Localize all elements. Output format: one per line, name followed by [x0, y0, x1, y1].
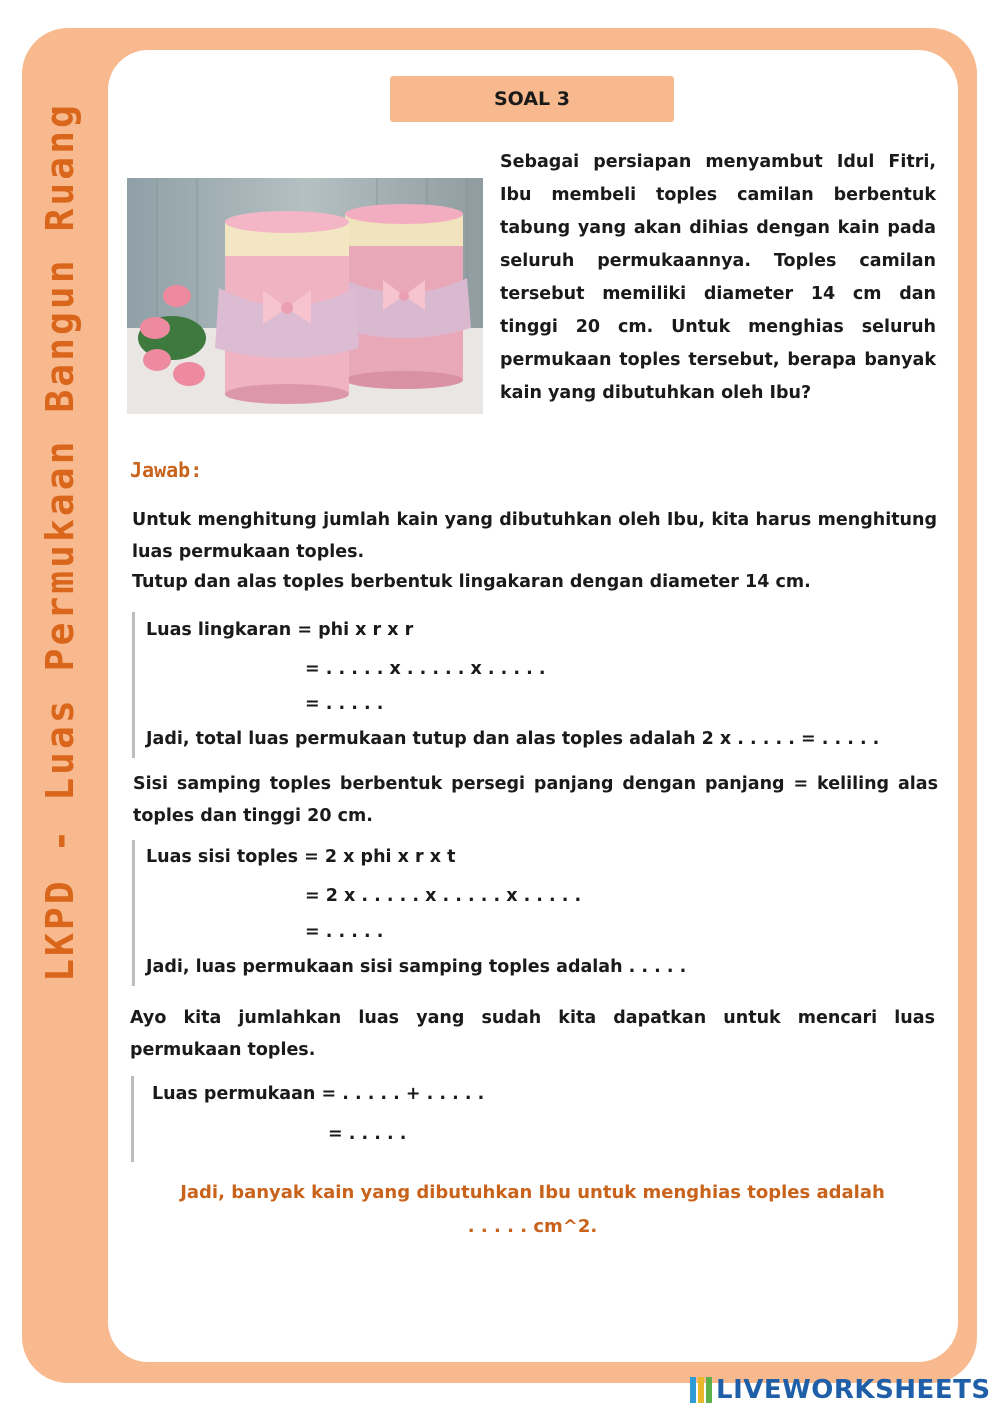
- watermark-text: LIVEWORKSHEETS: [716, 1375, 991, 1405]
- toples-illustration: [127, 178, 483, 414]
- final-answer: [130, 1176, 935, 1244]
- soal-label: SOAL 3: [494, 88, 570, 110]
- side-block-bar: [132, 840, 135, 986]
- circle-step1: = . . . . . x . . . . . x . . . . .: [305, 659, 546, 679]
- intro-paragraph: Untuk menghitung jumlah kain yang dibutuhkan oleh Ibu, kita harus menghitung luas permukaan toples.: [132, 510, 937, 562]
- side-title: LKPD - Luas Permukaan Bangun Ruang: [38, 102, 82, 982]
- final-line-2: . . . . . cm^2.: [467, 1216, 598, 1237]
- side-step1: = 2 x . . . . . x . . . . . x . . . . .: [305, 886, 582, 906]
- side-step2: = . . . . .: [305, 922, 384, 942]
- question-text: Sebagai persiapan menyambut Idul Fitri, Ibu membeli toples camilan berbentuk tabung yang akan dihias dengan kain pada seluruh permukaannya. Toples camilan tersebut memiliki diameter 14 cm dan tinggi 20 cm. Untuk menghias seluruh permukaan toples tersebut, berapa banyak kain yang dibutuhkan oleh Ibu?: [500, 152, 936, 403]
- liveworksheets-icon: [690, 1377, 712, 1403]
- side-conclusion: Jadi, luas permukaan sisi samping toples adalah . . . . .: [146, 957, 687, 977]
- side-formula: Luas sisi toples = 2 x phi x r x t: [146, 847, 456, 867]
- circle-block-bar: [132, 612, 135, 758]
- question-number-tag: [390, 76, 674, 122]
- circle-step2: = . . . . .: [305, 694, 384, 714]
- side-note: Sisi samping toples berbentuk persegi panjang dengan panjang = keliling alas toples dan tinggi 20 cm.: [133, 774, 938, 826]
- total-formula: Luas permukaan = . . . . . + . . . . .: [152, 1084, 485, 1104]
- sum-note: Ayo kita jumlahkan luas yang sudah kita dapatkan untuk mencari luas permukaan toples.: [130, 1008, 935, 1060]
- answer-heading: Jawab:: [130, 458, 203, 482]
- circle-conclusion: Jadi, total luas permukaan tutup dan alas toples adalah 2 x . . . . . = . . . . .: [146, 729, 880, 749]
- toples-photo: [127, 178, 483, 414]
- final-line-1: Jadi, banyak kain yang dibutuhkan Ibu untuk menghias toples adalah: [180, 1182, 885, 1203]
- total-step1: = . . . . .: [328, 1124, 407, 1144]
- total-block-bar: [131, 1076, 134, 1162]
- lid-note: Tutup dan alas toples berbentuk lingakaran dengan diameter 14 cm.: [132, 572, 811, 592]
- liveworksheets-logo: [690, 1372, 991, 1408]
- circle-formula: Luas lingkaran = phi x r x r: [146, 620, 414, 640]
